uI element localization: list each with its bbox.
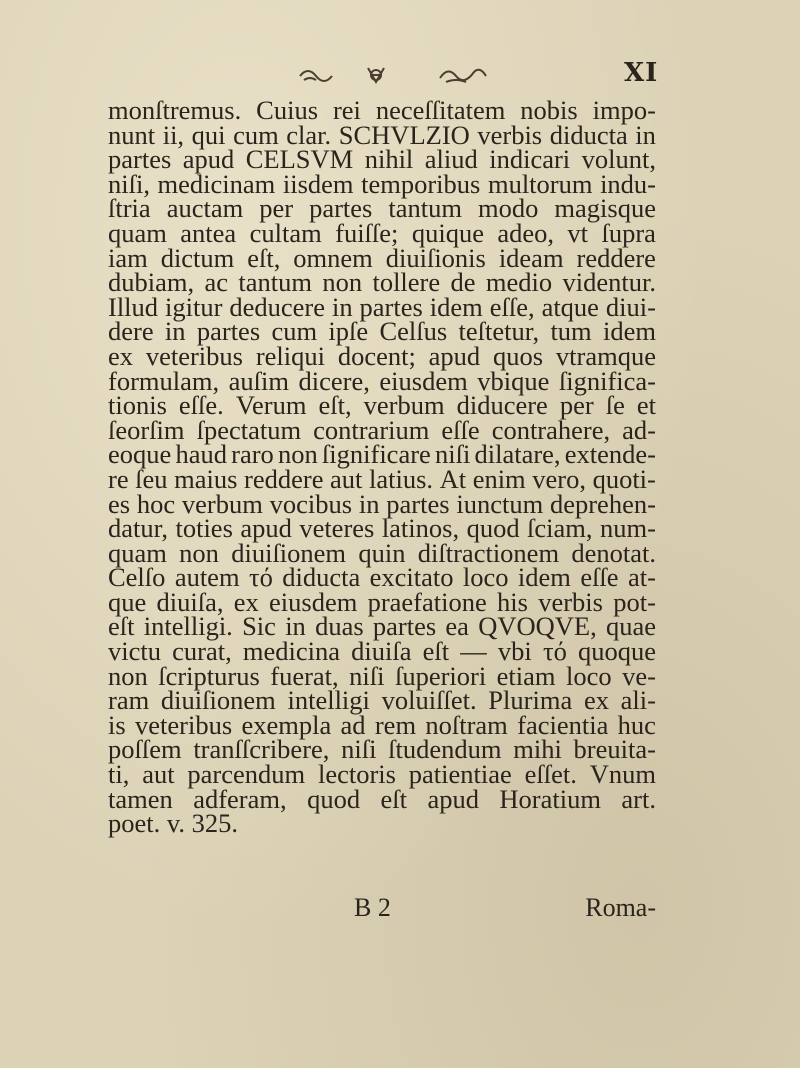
footer-line bbox=[108, 893, 656, 923]
text-line: iam dictum eſt, omnem diuiſionis ideam reddere bbox=[108, 242, 656, 273]
text-line: poſſem tranſſcribere, niſi ſtudendum mihi breuita- bbox=[108, 734, 656, 765]
text-line: ti, aut parcendum lectoris patientiae eſſet. Vnum bbox=[108, 759, 656, 790]
text-line: monſtremus. Cuius rei neceſſitatem nobis impo- bbox=[108, 95, 656, 125]
header-ornament bbox=[290, 60, 520, 90]
signature-mark: B 2 bbox=[354, 893, 391, 922]
text-line: es hoc verbum vocibus in partes iunctum deprehen- bbox=[108, 488, 656, 519]
text-line: tionis eſſe. Verum eſt, verbum diducere per ſe et bbox=[108, 390, 656, 421]
text-line: formulam, auſim dicere, eiusdem vbique ſignifica- bbox=[108, 365, 656, 396]
page-number: XI bbox=[624, 58, 659, 88]
text-line: eoque haud raro non ſignificare niſi dilatare, extende- bbox=[108, 439, 656, 470]
text-line: ram diuiſionem intelligi voluiſſet. Plurima ex ali- bbox=[108, 685, 656, 716]
text-line: partes apud CELSVM nihil aliud indicari volunt, bbox=[108, 144, 656, 175]
text-line: dere in partes cum ipſe Celſus teſtetur, tum idem bbox=[108, 316, 656, 347]
text-line: Celſo autem τό diducta excitato loco idem eſſe at- bbox=[108, 562, 656, 593]
text-line: quam non diuiſionem quin diſtractionem denotat. bbox=[108, 537, 656, 568]
text-line: victu curat, medicina diuiſa eſt — vbi τό quoque bbox=[108, 636, 656, 667]
line-text: poet. v. 325. bbox=[108, 808, 239, 839]
text-line: eſt intelligi. Sic in duas partes ea QVOQVE, quae bbox=[108, 611, 656, 642]
text-line: nunt ii, qui cum clar. SCHVLZIO verbis diducta in bbox=[108, 119, 656, 150]
text-line: ſeorſim ſpectatum contrarium eſſe contrahere, ad- bbox=[108, 414, 656, 445]
catchword: Roma- bbox=[585, 893, 656, 922]
body-text bbox=[108, 95, 656, 839]
text-line: Illud igitur deducere in partes idem eſſe, atque diui- bbox=[108, 291, 656, 322]
text-line: dubiam, ac tantum non tollere de medio videntur. bbox=[108, 267, 656, 298]
text-line: tamen adferam, quod eſt apud Horatium art. bbox=[108, 783, 656, 814]
text-line: ſtria auctam per partes tantum modo magisque bbox=[108, 193, 656, 224]
text-line: non ſcripturus fuerat, niſi ſuperiori etiam loco ve- bbox=[108, 660, 656, 691]
text-line bbox=[108, 808, 656, 839]
text-line: que diuiſa, ex eiusdem praefatione his verbis pot- bbox=[108, 586, 656, 617]
text-line: ex veteribus reliqui docent; apud quos vtramque bbox=[108, 340, 656, 371]
text-line: niſi, medicinam iisdem temporibus multorum indu- bbox=[108, 168, 656, 199]
text-line: re ſeu maius reddere aut latius. At enim vero, quoti- bbox=[108, 463, 656, 494]
text-line: is veteribus exempla ad rem noſtram facientia huc bbox=[108, 709, 656, 740]
text-line: quam antea cultam fuiſſe; quique adeo, vt ſupra bbox=[108, 217, 656, 248]
text-line: datur, toties apud veteres latinos, quod ſciam, num- bbox=[108, 513, 656, 544]
